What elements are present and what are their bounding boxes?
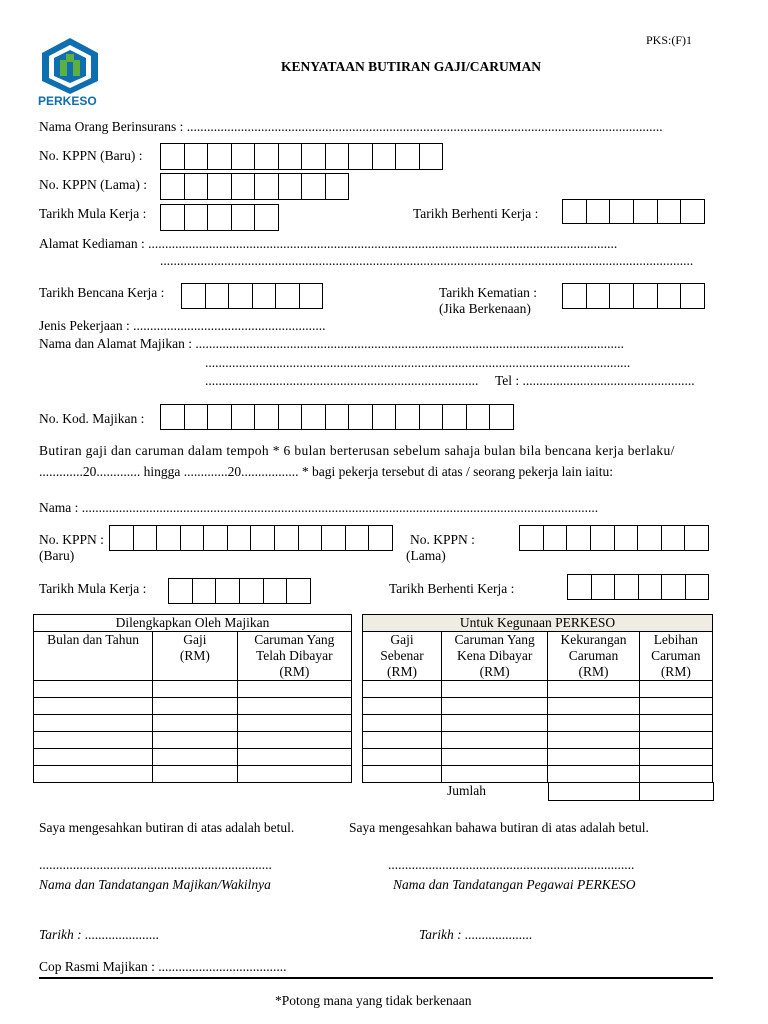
accident-date-boxes-cell[interactable] <box>229 284 253 308</box>
perkeso-table-row <box>363 698 713 715</box>
kppn-new-label: No. KPPN (Baru) : <box>39 148 143 163</box>
employer-table-cell[interactable] <box>34 766 153 783</box>
worker-start-date-boxes-cell[interactable] <box>240 579 264 603</box>
worker-kppn-new-boxes-cell[interactable] <box>181 526 205 550</box>
worker-name-field[interactable]: Nama : ......................................................................................................................................................... <box>39 500 599 515</box>
employer-table-header: Dilengkapkan Oleh Majikan <box>34 615 352 632</box>
worker-start-date-boxes-cell[interactable] <box>287 579 311 603</box>
perkeso-table-cell[interactable] <box>548 766 639 783</box>
worker-start-date-boxes-cell[interactable] <box>264 579 288 603</box>
worker-kppn-new-boxes[interactable] <box>109 525 393 551</box>
accident-date-boxes-cell[interactable] <box>182 284 206 308</box>
perkeso-table-cell[interactable] <box>441 681 547 698</box>
end-date-boxes-cell[interactable] <box>587 200 611 223</box>
worker-end-date-boxes[interactable] <box>567 574 709 600</box>
employer-table-cell[interactable] <box>34 732 153 749</box>
footnote: *Potong mana yang tidak berkenaan <box>275 993 472 1008</box>
end-date-boxes-cell[interactable] <box>658 200 682 223</box>
worker-kppn-new-boxes-cell[interactable] <box>134 526 158 550</box>
start-date-boxes-cell[interactable] <box>161 205 185 230</box>
start-date-label: Tarikh Mula Kerja : <box>39 206 147 221</box>
worker-kppn-new-boxes-cell[interactable] <box>369 526 393 550</box>
tel-field[interactable]: Tel : ................................................... <box>495 373 695 388</box>
employer-table-cell[interactable] <box>237 698 351 715</box>
worker-kppn-new-boxes-cell[interactable] <box>299 526 323 550</box>
accident-date-boxes-cell[interactable] <box>206 284 230 308</box>
employer-table-row <box>34 698 352 715</box>
employer-table-cell[interactable] <box>237 732 351 749</box>
perkeso-table-cell[interactable] <box>441 732 547 749</box>
kppn-new-boxes-cell[interactable] <box>208 144 232 169</box>
employer-table-cell[interactable] <box>237 681 351 698</box>
perkeso-table-cell[interactable] <box>548 732 639 749</box>
death-date-note: (Jika Berkenaan) <box>439 301 531 316</box>
employer-code-boxes-cell[interactable] <box>232 405 256 429</box>
end-date-boxes-cell[interactable] <box>681 200 705 223</box>
address-line-2[interactable]: .............................................................................................................................................................. <box>160 253 694 268</box>
employer-code-boxes-cell[interactable] <box>349 405 373 429</box>
perkeso-emblem-icon <box>36 36 104 94</box>
end-date-boxes-cell[interactable] <box>563 200 587 223</box>
period-line-2: .............20............. hingga .............20................. * bagi pekerja tersebut di atas / seorang pekerja lain iaitu: <box>39 464 614 479</box>
worker-kppn-old-boxes-cell[interactable] <box>567 526 591 550</box>
employer-table-cell[interactable] <box>34 681 153 698</box>
perkeso-table-cell[interactable] <box>441 749 547 766</box>
employer-code-boxes[interactable] <box>160 404 514 430</box>
worker-kppn-new-boxes-cell[interactable] <box>346 526 370 550</box>
kppn-new-boxes-cell[interactable] <box>279 144 303 169</box>
worker-kppn-old-boxes-cell[interactable] <box>520 526 544 550</box>
employer-table-cell[interactable] <box>237 715 351 732</box>
worker-start-date-boxes-cell[interactable] <box>216 579 240 603</box>
employer-table-cell[interactable] <box>153 715 237 732</box>
employer-stamp-field[interactable]: Cop Rasmi Majikan : ...................................... <box>39 959 287 974</box>
kppn-old-boxes-cell[interactable] <box>279 174 303 199</box>
end-date-label: Tarikh Berhenti Kerja : <box>413 206 539 221</box>
officer-signature-line[interactable]: ......................................................................... <box>388 857 635 872</box>
employer-date-field[interactable]: Tarikh : ...................... <box>39 927 160 942</box>
start-date-boxes-cell[interactable] <box>232 205 256 230</box>
kppn-new-boxes-cell[interactable] <box>420 144 444 169</box>
worker-end-date-boxes-cell[interactable] <box>686 575 710 599</box>
employer-table-column-header: Caruman Yang Telah Dibayar (RM) <box>237 632 351 681</box>
employer-table-cell[interactable] <box>237 749 351 766</box>
employer-table-column-header: Gaji (RM) <box>153 632 237 681</box>
employer-table-cell[interactable] <box>153 766 237 783</box>
kppn-old-boxes-cell[interactable] <box>326 174 350 199</box>
perkeso-table-column-header: Gaji Sebenar (RM) <box>363 632 442 681</box>
employer-line-2[interactable]: .............................................................................................................................. <box>205 355 631 370</box>
worker-kppn-new-sub: (Baru) <box>39 548 75 563</box>
officer-date-field[interactable]: Tarikh : .................... <box>419 927 533 942</box>
kppn-old-boxes[interactable] <box>160 173 349 200</box>
employer-code-boxes-cell[interactable] <box>396 405 420 429</box>
perkeso-table-cell[interactable] <box>639 681 712 698</box>
perkeso-table-cell[interactable] <box>363 681 442 698</box>
worker-kppn-old-sub: (Lama) <box>406 548 446 563</box>
perkeso-table-cell[interactable] <box>363 698 442 715</box>
kppn-new-boxes-cell[interactable] <box>185 144 209 169</box>
kppn-old-label: No. KPPN (Lama) : <box>39 177 147 192</box>
accident-date-label: Tarikh Bencana Kerja : <box>39 285 165 300</box>
employer-code-boxes-cell[interactable] <box>490 405 514 429</box>
worker-end-date-boxes-cell[interactable] <box>592 575 616 599</box>
officer-statement: Saya mengesahkan bahawa butiran di atas adalah betul. <box>349 820 649 835</box>
employer-table-cell[interactable] <box>153 749 237 766</box>
perkeso-table-header: Untuk Kegunaan PERKESO <box>363 615 713 632</box>
worker-end-date-boxes-cell[interactable] <box>615 575 639 599</box>
employer-field[interactable]: Nama dan Alamat Majikan : ............................................................................................................................... <box>39 336 624 351</box>
worker-kppn-new-boxes-cell[interactable] <box>204 526 228 550</box>
perkeso-table-cell[interactable] <box>441 766 547 783</box>
perkeso-table-cell[interactable] <box>548 749 639 766</box>
death-date-boxes-cell[interactable] <box>634 284 658 308</box>
officer-signature-label: Nama dan Tandatangan Pegawai PERKESO <box>393 877 636 892</box>
perkeso-table-cell[interactable] <box>639 732 712 749</box>
worker-start-date-boxes-cell[interactable] <box>193 579 217 603</box>
perkeso-table-row <box>363 749 713 766</box>
worker-kppn-old-boxes-cell[interactable] <box>591 526 615 550</box>
start-date-boxes[interactable] <box>160 204 279 231</box>
kppn-new-boxes-cell[interactable] <box>302 144 326 169</box>
kppn-old-boxes-cell[interactable] <box>208 174 232 199</box>
page-title: KENYATAAN BUTIRAN GAJI/CARUMAN <box>281 59 542 74</box>
footer-divider <box>39 977 713 979</box>
perkeso-table-cell[interactable] <box>363 766 442 783</box>
perkeso-table-cell[interactable] <box>639 749 712 766</box>
accident-date-boxes-cell[interactable] <box>300 284 324 308</box>
perkeso-table-column-header: Lebihan Caruman (RM) <box>639 632 712 681</box>
end-date-boxes[interactable] <box>562 199 705 224</box>
worker-kppn-new-boxes-cell[interactable] <box>322 526 346 550</box>
employer-table-row <box>34 766 352 783</box>
employer-code-boxes-cell[interactable] <box>279 405 303 429</box>
perkeso-table-column-header: Kekurangan Caruman (RM) <box>548 632 639 681</box>
employer-code-boxes-cell[interactable] <box>161 405 185 429</box>
occupation-field[interactable]: Jenis Pekerjaan : ......................................................... <box>39 318 326 333</box>
kppn-new-boxes[interactable] <box>160 143 443 170</box>
worker-kppn-new-label: No. KPPN : <box>39 532 104 547</box>
perkeso-table-cell[interactable] <box>639 715 712 732</box>
start-date-boxes-cell[interactable] <box>255 205 279 230</box>
death-date-boxes-cell[interactable] <box>658 284 682 308</box>
perkeso-table-row <box>363 766 713 783</box>
employer-code-boxes-cell[interactable] <box>208 405 232 429</box>
address-field[interactable]: Alamat Kediaman : ........................................................................................................................................... <box>39 236 618 251</box>
worker-kppn-new-boxes-cell[interactable] <box>228 526 252 550</box>
employer-code-boxes-cell[interactable] <box>302 405 326 429</box>
kppn-new-boxes-cell[interactable] <box>373 144 397 169</box>
perkeso-table-row <box>363 732 713 749</box>
perkeso-table-cell[interactable] <box>548 681 639 698</box>
kppn-new-boxes-cell[interactable] <box>255 144 279 169</box>
perkeso-table-row <box>363 715 713 732</box>
employer-statement: Saya mengesahkan butiran di atas adalah betul. <box>39 820 295 835</box>
kppn-new-boxes-cell[interactable] <box>326 144 350 169</box>
employer-table-row <box>34 715 352 732</box>
perkeso-table-cell[interactable] <box>363 715 442 732</box>
kppn-new-boxes-cell[interactable] <box>349 144 373 169</box>
perkeso-table-cell[interactable] <box>363 749 442 766</box>
employer-code-boxes-cell[interactable] <box>326 405 350 429</box>
insured-name-field[interactable]: Nama Orang Berinsurans : ............................................................................................................................................. <box>39 119 663 134</box>
employer-table-cell[interactable] <box>34 715 153 732</box>
worker-end-date-label: Tarikh Berhenti Kerja : <box>389 581 515 596</box>
employer-table-cell[interactable] <box>34 698 153 715</box>
employer-code-boxes-cell[interactable] <box>185 405 209 429</box>
employer-code-boxes-cell[interactable] <box>443 405 467 429</box>
perkeso-table-cell[interactable] <box>548 698 639 715</box>
perkeso-table-cell[interactable] <box>441 698 547 715</box>
kppn-new-boxes-cell[interactable] <box>161 144 185 169</box>
worker-kppn-new-boxes-cell[interactable] <box>157 526 181 550</box>
perkeso-table <box>362 614 713 783</box>
total-cell-excess[interactable] <box>639 782 714 801</box>
employer-signature-line[interactable]: ..................................................................... <box>39 857 272 872</box>
worker-kppn-old-label: No. KPPN : <box>410 532 475 547</box>
kppn-new-boxes-cell[interactable] <box>232 144 256 169</box>
kppn-old-boxes-cell[interactable] <box>185 174 209 199</box>
employer-table-row <box>34 749 352 766</box>
kppn-old-boxes-cell[interactable] <box>161 174 185 199</box>
worker-kppn-new-boxes-cell[interactable] <box>251 526 275 550</box>
perkeso-table-cell[interactable] <box>639 698 712 715</box>
end-date-boxes-cell[interactable] <box>634 200 658 223</box>
start-date-boxes-cell[interactable] <box>185 205 209 230</box>
death-date-boxes[interactable] <box>562 283 705 309</box>
employer-table-column-header: Bulan dan Tahun <box>34 632 153 681</box>
employer-table-cell[interactable] <box>237 766 351 783</box>
perkeso-table-cell[interactable] <box>639 766 712 783</box>
perkeso-table-cell[interactable] <box>548 715 639 732</box>
worker-end-date-boxes-cell[interactable] <box>568 575 592 599</box>
employer-table-row <box>34 732 352 749</box>
worker-kppn-old-boxes-cell[interactable] <box>615 526 639 550</box>
worker-start-date-boxes[interactable] <box>168 578 311 604</box>
employer-table-cell[interactable] <box>153 698 237 715</box>
perkeso-logo <box>36 36 104 110</box>
worker-kppn-new-boxes-cell[interactable] <box>110 526 134 550</box>
death-date-label: Tarikh Kematian : <box>439 285 538 300</box>
death-date-boxes-cell[interactable] <box>563 284 587 308</box>
worker-kppn-new-boxes-cell[interactable] <box>275 526 299 550</box>
perkeso-table-row <box>363 681 713 698</box>
employer-code-boxes-cell[interactable] <box>373 405 397 429</box>
employer-line-3[interactable]: ................................................................................. <box>205 373 479 388</box>
perkeso-table-cell[interactable] <box>363 732 442 749</box>
total-cell-shortfall[interactable] <box>548 782 640 801</box>
employer-code-boxes-cell[interactable] <box>420 405 444 429</box>
employer-table-cell[interactable] <box>34 749 153 766</box>
employer-table-row <box>34 681 352 698</box>
employer-code-boxes-cell[interactable] <box>255 405 279 429</box>
employer-code-boxes-cell[interactable] <box>467 405 491 429</box>
perkeso-table-cell[interactable] <box>441 715 547 732</box>
start-date-boxes-cell[interactable] <box>208 205 232 230</box>
kppn-old-boxes-cell[interactable] <box>255 174 279 199</box>
worker-kppn-old-boxes-cell[interactable] <box>685 526 709 550</box>
worker-kppn-old-boxes[interactable] <box>519 525 709 551</box>
worker-start-date-boxes-cell[interactable] <box>169 579 193 603</box>
kppn-old-boxes-cell[interactable] <box>302 174 326 199</box>
total-label: Jumlah <box>447 783 486 798</box>
death-date-boxes-cell[interactable] <box>610 284 634 308</box>
accident-date-boxes[interactable] <box>181 283 323 309</box>
employer-table-cell[interactable] <box>153 681 237 698</box>
death-date-boxes-cell[interactable] <box>681 284 705 308</box>
employer-code-label: No. Kod. Majikan : <box>39 411 145 426</box>
perkeso-table-column-header: Caruman Yang Kena Dibayar (RM) <box>441 632 547 681</box>
end-date-boxes-cell[interactable] <box>610 200 634 223</box>
accident-date-boxes-cell[interactable] <box>276 284 300 308</box>
period-line-1: Butiran gaji dan caruman dalam tempoh * 6 bulan berterusan sebelum sahaja bulan bila bencana kerja berlaku/ <box>39 443 675 458</box>
logo-text: PERKESO <box>38 94 97 108</box>
form-code: PKS:(F)1 <box>646 33 693 47</box>
worker-end-date-boxes-cell[interactable] <box>639 575 663 599</box>
employer-table-cell[interactable] <box>153 732 237 749</box>
worker-start-date-label: Tarikh Mula Kerja : <box>39 581 147 596</box>
kppn-new-boxes-cell[interactable] <box>396 144 420 169</box>
worker-kppn-old-boxes-cell[interactable] <box>662 526 686 550</box>
worker-end-date-boxes-cell[interactable] <box>662 575 686 599</box>
accident-date-boxes-cell[interactable] <box>253 284 277 308</box>
death-date-boxes-cell[interactable] <box>587 284 611 308</box>
employer-signature-label: Nama dan Tandatangan Majikan/Wakilnya <box>39 877 271 892</box>
worker-kppn-old-boxes-cell[interactable] <box>544 526 568 550</box>
worker-kppn-old-boxes-cell[interactable] <box>638 526 662 550</box>
kppn-old-boxes-cell[interactable] <box>232 174 256 199</box>
employer-table <box>33 614 352 783</box>
